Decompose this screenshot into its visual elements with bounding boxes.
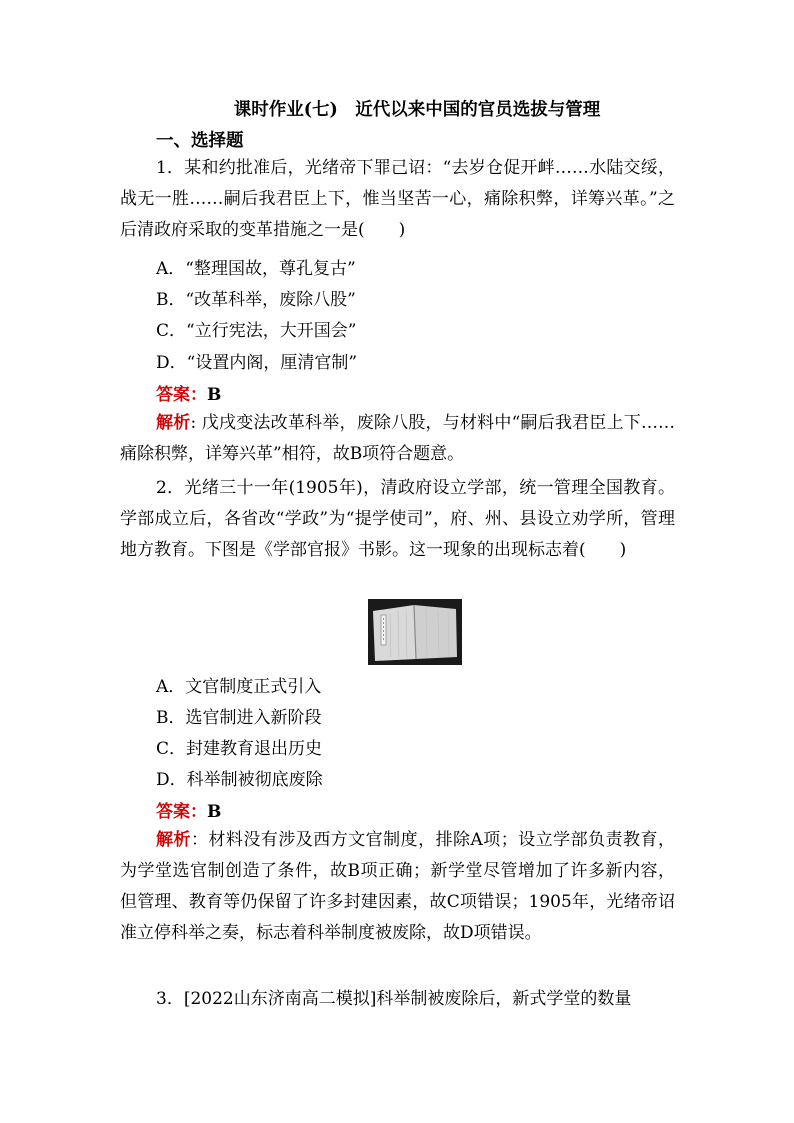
question-1-option-b: B．“改革科举，废除八股”	[156, 290, 356, 310]
analysis-label: 解析	[156, 413, 191, 433]
question-2-analysis	[120, 825, 675, 949]
question-2-option-b: B．选官制进入新阶段	[156, 708, 322, 728]
analysis-text: : 戊戌变法改革科举，废除八股，与材料中“嗣后我君臣上下……痛除积弊，详筹兴革”相符，故B项符合题意。	[120, 413, 676, 464]
answer-label: 答案：	[156, 802, 207, 822]
answer-value: B	[207, 802, 222, 822]
page-title: 课时作业(七) 近代以来中国的官员选拔与管理	[233, 100, 601, 120]
question-1-stem: 1．某和约批准后，光绪帝下罪己诏：“去岁仓促开衅……水陆交绥，战无一胜……嗣后我君臣上下，惟当坚苦一心，痛除积弊，详筹兴革。”之后清政府采取的变革措施之一是( )	[120, 158, 675, 240]
question-1-answer	[156, 380, 221, 405]
question-1-analysis	[120, 408, 675, 470]
question-1-option-c: C．“立行宪法，大开国会”	[156, 321, 357, 341]
answer-label: 答案：	[156, 385, 207, 405]
analysis-text: ：材料没有涉及西方文官制度，排除A项；设立学部负责教育，为学堂选官制创造了条件，故B项正确；新学堂尽管增加了许多新内容，但管理、教育等仍保留了许多封建因素，故C项错误；1905年，光绪帝诏准立停科举之奏，标志着科举制度被废除，故D项错误。	[120, 830, 676, 943]
analysis-label: 解析	[156, 830, 191, 850]
question-2-answer	[156, 797, 221, 822]
answer-value: B	[207, 385, 222, 405]
question-3-stem: 3．[2022山东济南高二模拟]科举制被废除后，新式学堂的数量	[156, 989, 632, 1009]
question-2-stem: 2．光绪三十一年(1905年)，清政府设立学部，统一管理全国教育。学部成立后，各省改“学政”为“提学使司”，府、州、县设立劝学所，管理地方教育。下图是《学部官报》书影。这一现象的出现标志着( )	[120, 478, 675, 560]
question-2-option-c: C．封建教育退出历史	[156, 739, 323, 759]
question-1-option-d: D．“设置内阁，厘清官制”	[156, 353, 358, 373]
book-image	[368, 599, 462, 665]
question-2-option-a: A．文官制度正式引入	[156, 677, 322, 697]
question-1-option-a: A．“整理国故，尊孔复古”	[156, 259, 356, 279]
book-illustration	[368, 599, 462, 665]
question-2-option-d: D．科举制被彻底废除	[156, 770, 323, 790]
section-heading: 一、选择题	[156, 131, 244, 151]
